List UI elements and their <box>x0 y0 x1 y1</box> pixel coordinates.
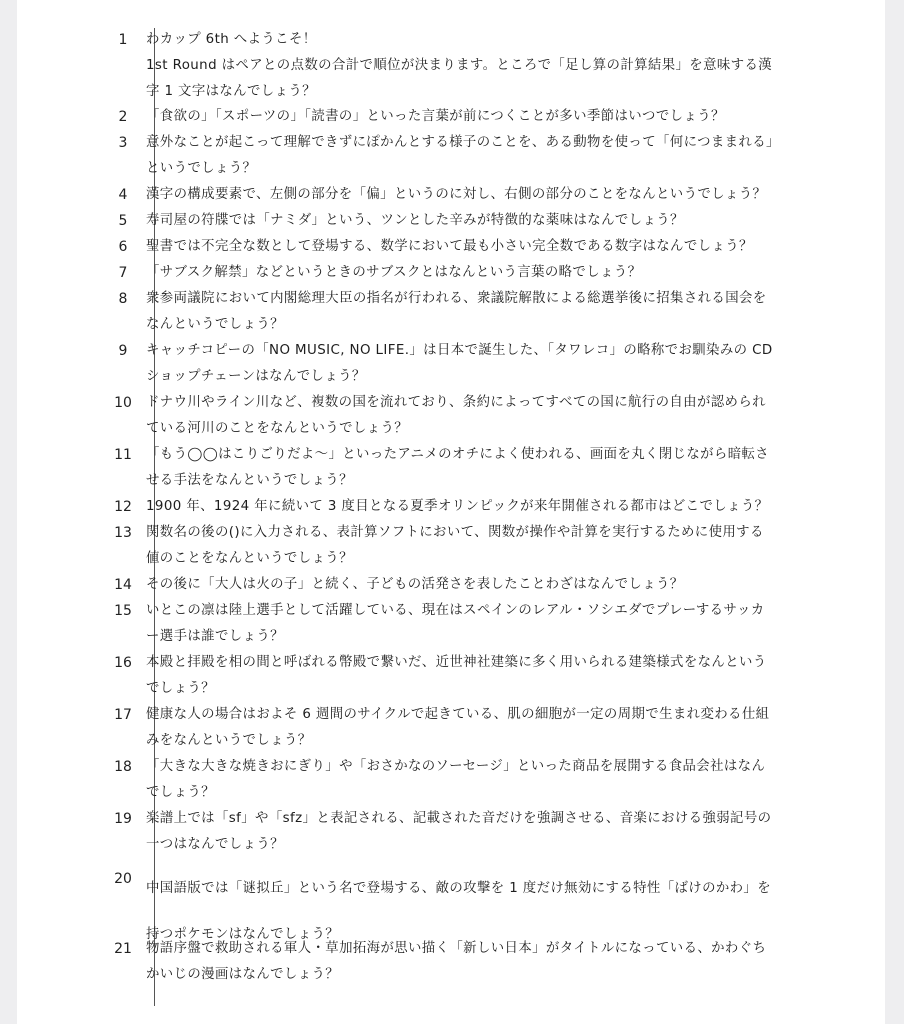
question-number: 17 <box>114 707 132 723</box>
question-text <box>146 208 812 234</box>
question-number: 21 <box>114 941 132 957</box>
question-text-line: というでしょう？ <box>146 161 257 176</box>
question-number: 11 <box>114 447 132 463</box>
question-text <box>146 104 812 130</box>
question-text <box>146 390 812 442</box>
question-text-line: 健康な人の場合はおよそ 6 週間のサイクルで起きている、肌の細胞が一定の周期で生まれ変わる仕組 <box>146 707 770 722</box>
question-text-line: なんというでしょう？ <box>146 317 284 332</box>
question-text-line: 持つポケモンはなんでしょう？ <box>146 927 340 942</box>
question-text-line: かいじの漫画はなんでしょう？ <box>146 967 340 982</box>
question-text-line: 「食欲の」「スポーツの」「読書の」といった言葉が前につくことが多い季節はいつでしょう？ <box>146 109 725 124</box>
question-text <box>146 702 812 754</box>
question-number: 9 <box>118 343 128 359</box>
question-text-line: 本殿と拝殿を相の間と呼ばれる幣殿で繋いだ、近世神社建築に多く用いられる建築様式をなんという <box>146 655 767 670</box>
question-text <box>146 494 812 520</box>
question-text-line: でしょう？ <box>146 785 215 800</box>
question-text-line: 字 1 文字はなんでしょう？ <box>146 84 316 99</box>
question-number: 16 <box>114 655 132 671</box>
question-text <box>146 130 812 182</box>
question-text <box>146 286 812 338</box>
question-number: 14 <box>114 577 132 593</box>
question-text-line: わカップ 6th へようこそ！ <box>146 32 317 47</box>
question-text <box>146 260 812 286</box>
question-text-line: 「大きな大きな焼きおにぎり」や「おさかなのソーセージ」といった商品を展開する食品会社はなん <box>146 759 766 774</box>
question-number: 12 <box>114 499 132 515</box>
question-text-line: ー選手は誰でしょう？ <box>146 629 284 644</box>
question-text-line: その後に「大人は火の子」と続く、子どもの活発さを表したことわざはなんでしょう？ <box>146 577 684 592</box>
question-number: 19 <box>114 811 132 827</box>
question-text-line: 意外なことが起こって理解できずにぽかんとする様子のことを、ある動物を使って「何につままれる」 <box>146 135 780 150</box>
question-text-line: ている河川のことをなんというでしょう？ <box>146 421 409 436</box>
question-text-line: 1st Round はペアとの点数の合計で順位が決まります。ところで「足し算の計算結果」を意味する漢 <box>146 58 773 73</box>
question-text <box>146 936 812 988</box>
question-text-line: みをなんというでしょう？ <box>146 733 312 748</box>
question-text-line: でしょう？ <box>146 681 215 696</box>
question-text-line: 寿司屋の符牒では「ナミダ」という、ツンとした辛みが特徴的な薬味はなんでしょう？ <box>146 213 684 228</box>
question-text-line: 衆参両議院において内閣総理大臣の指名が行われる、衆議院解散による総選挙後に招集される国会を <box>146 291 767 306</box>
question-text-line: ショップチェーンはなんでしょう？ <box>146 369 366 384</box>
question-text-line: ドナウ川やライン川など、複数の国を流れており、条約によってすべての国に航行の自由が認められ <box>146 395 766 410</box>
question-number: 2 <box>118 109 128 125</box>
question-number: 15 <box>114 603 132 619</box>
question-text <box>146 520 812 572</box>
question-text-line: いとこの凛は陸上選手として活躍している、現在はスペインのレアル・ソシエダでプレーするサッカ <box>146 603 765 618</box>
question-number: 10 <box>114 395 132 411</box>
question-number: 20 <box>114 871 132 887</box>
question-text-line: 中国語版では「谜拟丘」という名で登場する、敵の攻撃を 1 度だけ無効にする特性「ばけのかわ」を <box>146 881 772 896</box>
question-text-line: 漢字の構成要素で、左側の部分を「偏」というのに対し、右側の部分のことをなんというでしょう？ <box>146 187 767 202</box>
document-page <box>17 0 885 1024</box>
question-number: 4 <box>118 187 128 203</box>
question-text <box>146 234 812 260</box>
question-text-line: 値のことをなんというでしょう？ <box>146 551 353 566</box>
question-text <box>146 182 812 208</box>
question-number: 7 <box>118 265 128 281</box>
question-text-line: キャッチコピーの「NO MUSIC, NO LIFE.」は日本で誕生した、「タワレコ」の略称でお馴染みの CD <box>146 343 773 358</box>
question-number: 3 <box>118 135 128 151</box>
question-text-line: 物語序盤で救助される軍人・草加拓海が思い描く「新しい日本」がタイトルになっている、かわぐち <box>146 941 767 956</box>
question-text-line: 1900 年、1924 年に続いて 3 度目となる夏季オリンピックが来年開催される都市はどこでしょう？ <box>146 499 769 514</box>
question-text <box>146 650 812 702</box>
question-text <box>146 338 812 390</box>
question-text-line: 「サブスク解禁」などというときのサブスクとはなんという言葉の略でしょう？ <box>146 265 642 280</box>
question-text-line: 楽譜上では「sf」や「sfz」と表記される、記載された音だけを強調させる、音楽における強弱記号の <box>146 811 772 826</box>
question-number: 5 <box>118 213 128 229</box>
question-text <box>146 572 812 598</box>
question-text-line: 聖書では不完全な数として登場する、数学において最も小さい完全数である数字はなんでしょう？ <box>146 239 753 254</box>
question-text <box>146 442 812 494</box>
question-text <box>146 754 812 806</box>
question-text <box>146 27 812 105</box>
question-text <box>146 806 812 858</box>
question-text-line: 関数名の後の()に入力される、表計算ソフトにおいて、関数が操作や計算を実行するために使用する <box>146 525 764 540</box>
question-number: 13 <box>114 525 132 541</box>
question-number: 8 <box>118 291 128 307</box>
question-number: 18 <box>114 759 132 775</box>
question-text-line: 一つはなんでしょう？ <box>146 837 284 852</box>
question-text <box>146 598 812 650</box>
question-text-line: 「もう◯◯はこりごりだよ～」といったアニメのオチによく使われる、画面を丸く閉じながら暗転さ <box>146 447 770 462</box>
question-number: 6 <box>118 239 128 255</box>
question-text-line: せる手法をなんというでしょう？ <box>146 473 353 488</box>
question-number: 1 <box>118 32 128 48</box>
